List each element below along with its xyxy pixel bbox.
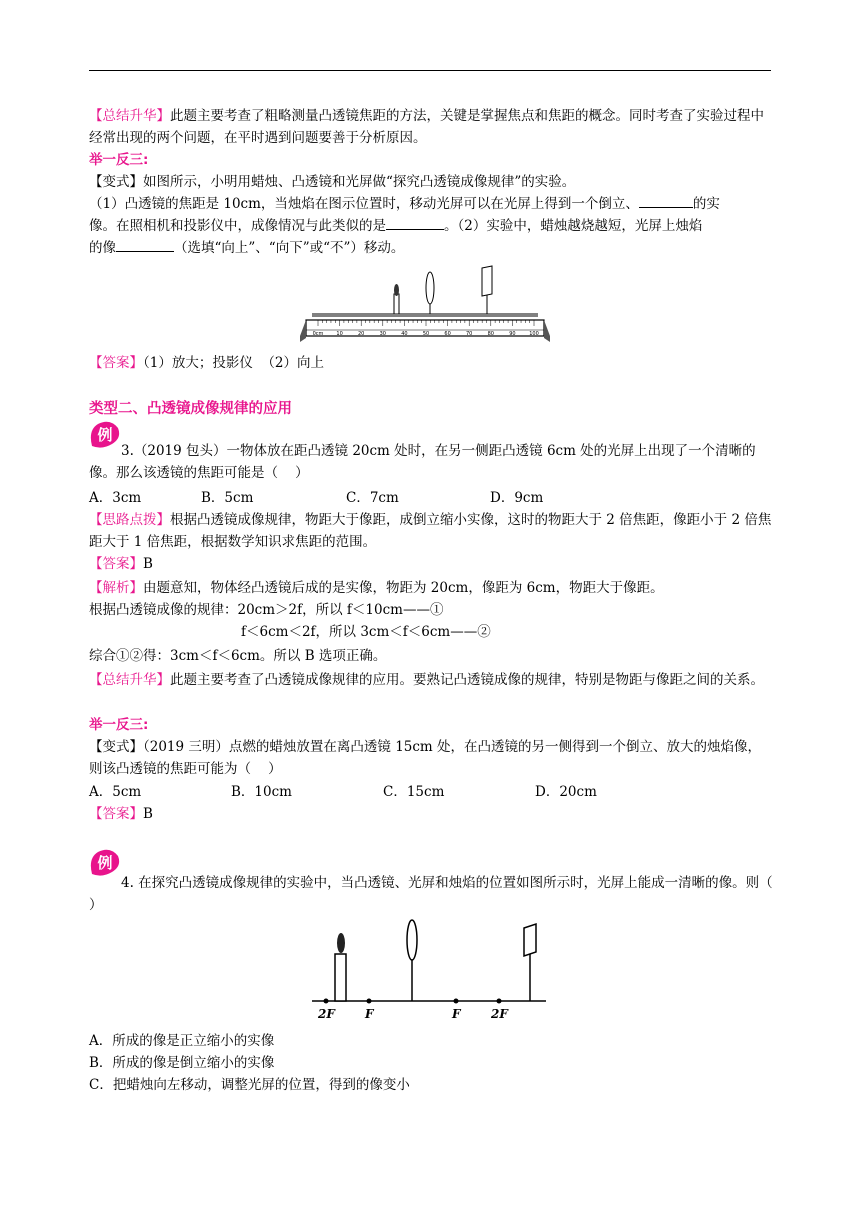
option-d: D．9cm — [490, 490, 544, 506]
answer-blank-1 — [639, 193, 693, 208]
example-4-question: 4. 在探究凸透镜成像规律的实验中，当凸透镜、光屏和烛焰的位置如图所示时，光屏上能成一清晰的像。则（ ） — [89, 875, 790, 913]
hint-text: 根据凸透镜成像规律，物距大于像距，成倒立缩小实像，这时的物距大于 2 倍焦距，像距小于 2 倍焦距大于 1 倍焦距，根据数学知识求焦距的范围。 — [89, 512, 772, 550]
ruler-tick-label: 60 — [444, 331, 451, 337]
ruler-tick-label: 30 — [379, 331, 386, 337]
summary-tag: 【总结升华】 — [89, 108, 170, 124]
label-2f-left: 2F — [318, 1007, 335, 1021]
q1-part-b: 的实 — [692, 196, 720, 212]
option-a: A．5cm — [89, 784, 142, 800]
variant-heading: 举一反三: — [89, 152, 149, 168]
q1-part-d: 。（2）实验中，蜡烛越烧越短，光屏上烛焰 — [444, 218, 703, 234]
q1-part-a: （1）凸透镜的焦距是 10cm，当烛焰在图示位置时，移动光屏可以在光屏上得到一个倒立、 — [89, 196, 639, 212]
option-a: A．3cm — [89, 490, 142, 506]
ruler-tick-label: 90 — [509, 331, 516, 337]
ruler-tick-label: 70 — [466, 331, 473, 337]
option-c: C．7cm — [346, 490, 399, 506]
answer-blank-2 — [386, 215, 444, 230]
variant-tag: 【变式】 — [89, 174, 143, 190]
analysis-text: 由题意知，物体经凸透镜后成的是实像，物距为 20cm，像距为 6cm，物距大于像距。 — [143, 580, 664, 596]
convex-lens — [407, 920, 417, 960]
candle — [394, 294, 399, 314]
label-f-right: F — [452, 1007, 461, 1021]
lens-position-figure — [310, 918, 550, 1026]
answer-line-4 — [89, 803, 774, 825]
convex-lens — [426, 272, 434, 304]
analysis-line-4: 综合①②得：3cm＜f＜6cm。所以 B 选项正确。 — [89, 648, 387, 664]
example-4-option-c: C．把蜡烛向左移动，调整光屏的位置，得到的像变小 — [89, 1077, 410, 1093]
header-rule — [89, 70, 771, 71]
summary-text: 此题主要考查了粗略测量凸透镜焦距的方法，关键是掌握焦点和焦距的概念。同时考查了实验过程中经常出现的两个问题，在平时遇到问题要善于分析原因。 — [89, 108, 764, 146]
ruler-tick-label: 80 — [487, 331, 494, 337]
svg-text:例: 例 — [97, 854, 113, 872]
q1-part-e: 的像 — [89, 240, 116, 256]
answer-text: （1）放大；投影仪 （2）向上 — [143, 355, 325, 371]
variant-questions — [89, 193, 774, 259]
summary-tag: 【总结升华】 — [89, 672, 170, 688]
variant-heading-2: 举一反三: — [89, 717, 149, 733]
analysis-tag: 【解析】 — [89, 580, 143, 596]
candle-flame — [394, 284, 399, 296]
candle-flame — [337, 933, 345, 953]
section-2-title: 类型二、凸透镜成像规律的应用 — [89, 401, 292, 417]
optical-bench-figure — [298, 264, 552, 344]
answer-line-1 — [89, 352, 774, 374]
option-d: D．20cm — [535, 784, 597, 800]
variant-2-text: （2019 三明）点燃的蜡烛放置在离凸透镜 15cm 处，在凸透镜的另一侧得到一个倒立、放大的烛焰像，则该凸透镜的焦距可能为（ ） — [89, 739, 762, 777]
label-2f-right: 2F — [491, 1007, 508, 1021]
option-b: B．5cm — [201, 490, 254, 506]
example-4-option-a: A．所成的像是正立缩小的实像 — [89, 1033, 275, 1049]
variant-tag: 【变式】 — [89, 739, 143, 755]
q1-part-f: （选填“向上”、“向下”或“不”）移动。 — [174, 240, 405, 256]
light-screen — [482, 266, 492, 296]
answer-text: B — [143, 806, 153, 822]
summary-paragraph-2 — [89, 669, 774, 691]
ruler-tick-label: 10 — [336, 331, 343, 337]
answer-line-3 — [89, 553, 774, 575]
option-c: C．15cm — [383, 784, 445, 800]
q1-part-c: 像。在照相机和投影仪中，成像情况与此类似的是 — [89, 218, 386, 234]
variant-2-question — [89, 736, 774, 780]
summary-paragraph-1 — [89, 105, 774, 149]
ruler-tick-label: 0cm — [312, 331, 324, 337]
variant-2-options — [89, 781, 774, 803]
ruler-tick-label: 50 — [422, 331, 430, 337]
summary-text: 此题主要考查了凸透镜成像规律的应用。要熟记凸透镜成像的规律，特别是物距与像距之间的关系。 — [170, 672, 764, 688]
example-3-options — [89, 487, 774, 509]
answer-blank-3 — [116, 237, 174, 252]
hint-paragraph — [89, 509, 774, 553]
answer-tag: 【答案】 — [89, 556, 143, 572]
candle — [335, 954, 346, 1001]
answer-text: B — [143, 556, 153, 572]
analysis-line-2: 根据凸透镜成像的规律：20cm＞2f，所以 f＜10cm——① — [89, 602, 444, 618]
example-4-option-b: B．所成的像是倒立缩小的实像 — [89, 1055, 275, 1071]
ruler-tick-label: 40 — [401, 331, 408, 337]
analysis-paragraph — [89, 577, 774, 599]
light-screen — [524, 924, 536, 956]
ruler-tick-label: 20 — [358, 331, 365, 337]
option-b: B．10cm — [231, 784, 292, 800]
analysis-line-3: f＜6cm＜2f，所以 3cm＜f＜6cm——② — [241, 624, 491, 640]
answer-tag: 【答案】 — [89, 806, 143, 822]
variant-text: 如图所示，小明用蜡烛、凸透镜和光屏做“探究凸透镜成像规律”的实验。 — [143, 174, 576, 190]
ruler-tick-label: 100 — [529, 331, 539, 337]
variant-paragraph — [89, 171, 774, 193]
example-3-question: 3.（2019 包头）一物体放在距凸透镜 20cm 处时，在另一侧距凸透镜 6cm 处的光屏上出现了一个清晰的像。那么该透镜的焦距可能是（ ） — [89, 443, 756, 481]
svg-text:例: 例 — [97, 426, 113, 444]
label-f-left: F — [365, 1007, 374, 1021]
hint-tag: 【思路点拨】 — [89, 512, 170, 528]
answer-tag: 【答案】 — [89, 355, 143, 371]
